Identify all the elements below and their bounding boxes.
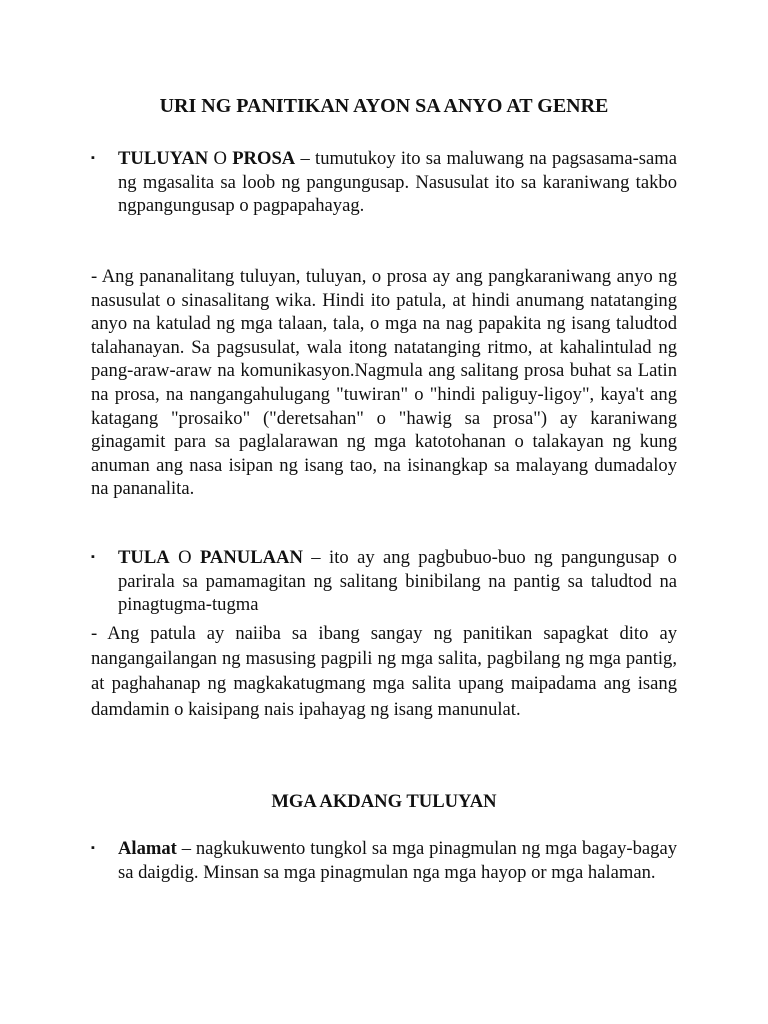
connector-text: O: [169, 547, 200, 568]
definition-tula: – ito ay ang pagbubuo-buo ng pangungusap o parirala sa pamamagitan ng salitang binibilang na pantig sa taludtod na pinagtugma-tugma: [118, 547, 677, 616]
page-title: URI NG PANITIKAN AYON SA ANYO AT GENRE: [159, 95, 609, 117]
bullet-text-alamat: [118, 837, 677, 884]
square-bullet-icon: ▪: [91, 551, 95, 563]
term-alamat: Alamat: [118, 838, 177, 859]
section-subtitle: MGA AKDANG TULUYAN: [271, 791, 497, 812]
square-bullet-icon: ▪: [91, 842, 95, 854]
paragraph-tuluyan: - Ang pananalitang tuluyan, tuluyan, o prosa ay ang pangkaraniwang anyo ng nasusulat o sinasalitang wika. Hindi ito patula, at hindi anumang natatanging anyo na katulad ng mga talaan, tala, o mga na nag papakita ng isang taludtod talahanayan. Sa pagsusulat, wala itong natatanging ritmo, at kahalintulad ng pang-araw-araw na komunikasyon.Nagmula ang salitang prosa buhat sa Latin na prosa, na nangangahulugang "tuwiran" o "hindi paliguy-ligoy", kaya't ang katagang "prosaiko" ("deretsahan" o "hawig sa prosa") ay karaniwang ginagamit para sa paglalarawan ng mga katotohanan o talakayan ng kung anuman ang nasa isipan ng isang tao, na isinangkap sa malayang dumadaloy na pananalita.: [91, 266, 677, 500]
term-prosa: PROSA: [232, 148, 296, 169]
term-panulaan: PANULAAN: [199, 547, 303, 568]
bullet-text-tuluyan: [118, 147, 677, 218]
definition-alamat: – nagkukuwento tungkol sa mga pinagmulan ng mga bagay-bagay sa daigdig. Minsan sa mga pinagmulan nga mga hayop or mga halaman.: [118, 838, 677, 883]
square-bullet-icon: ▪: [91, 152, 95, 164]
term-tula: TULA: [118, 547, 170, 568]
term-tuluyan: TULUYAN: [118, 148, 209, 169]
connector-text: O: [208, 148, 233, 169]
paragraph-tula: - Ang patula ay naiiba sa ibang sangay ng panitikan sapagkat dito ay nangangailangan ng masusing pagpili ng mga salita, pagbilang ng mga pantig, at paghahanap ng magkakatugmang mga salita upang maipadama ang isang damdamin o kaisipang nais ipahayag ng isang manunulat.: [91, 623, 677, 720]
bullet-text-tula: [118, 546, 677, 617]
definition-tuluyan: – tumutukoy ito sa maluwang na pagsasama-sama ng mgasalita sa loob ng pangungusap. Nasusulat ito sa karaniwang takbo ngpangungusap o pagpapahayag.: [118, 148, 677, 217]
